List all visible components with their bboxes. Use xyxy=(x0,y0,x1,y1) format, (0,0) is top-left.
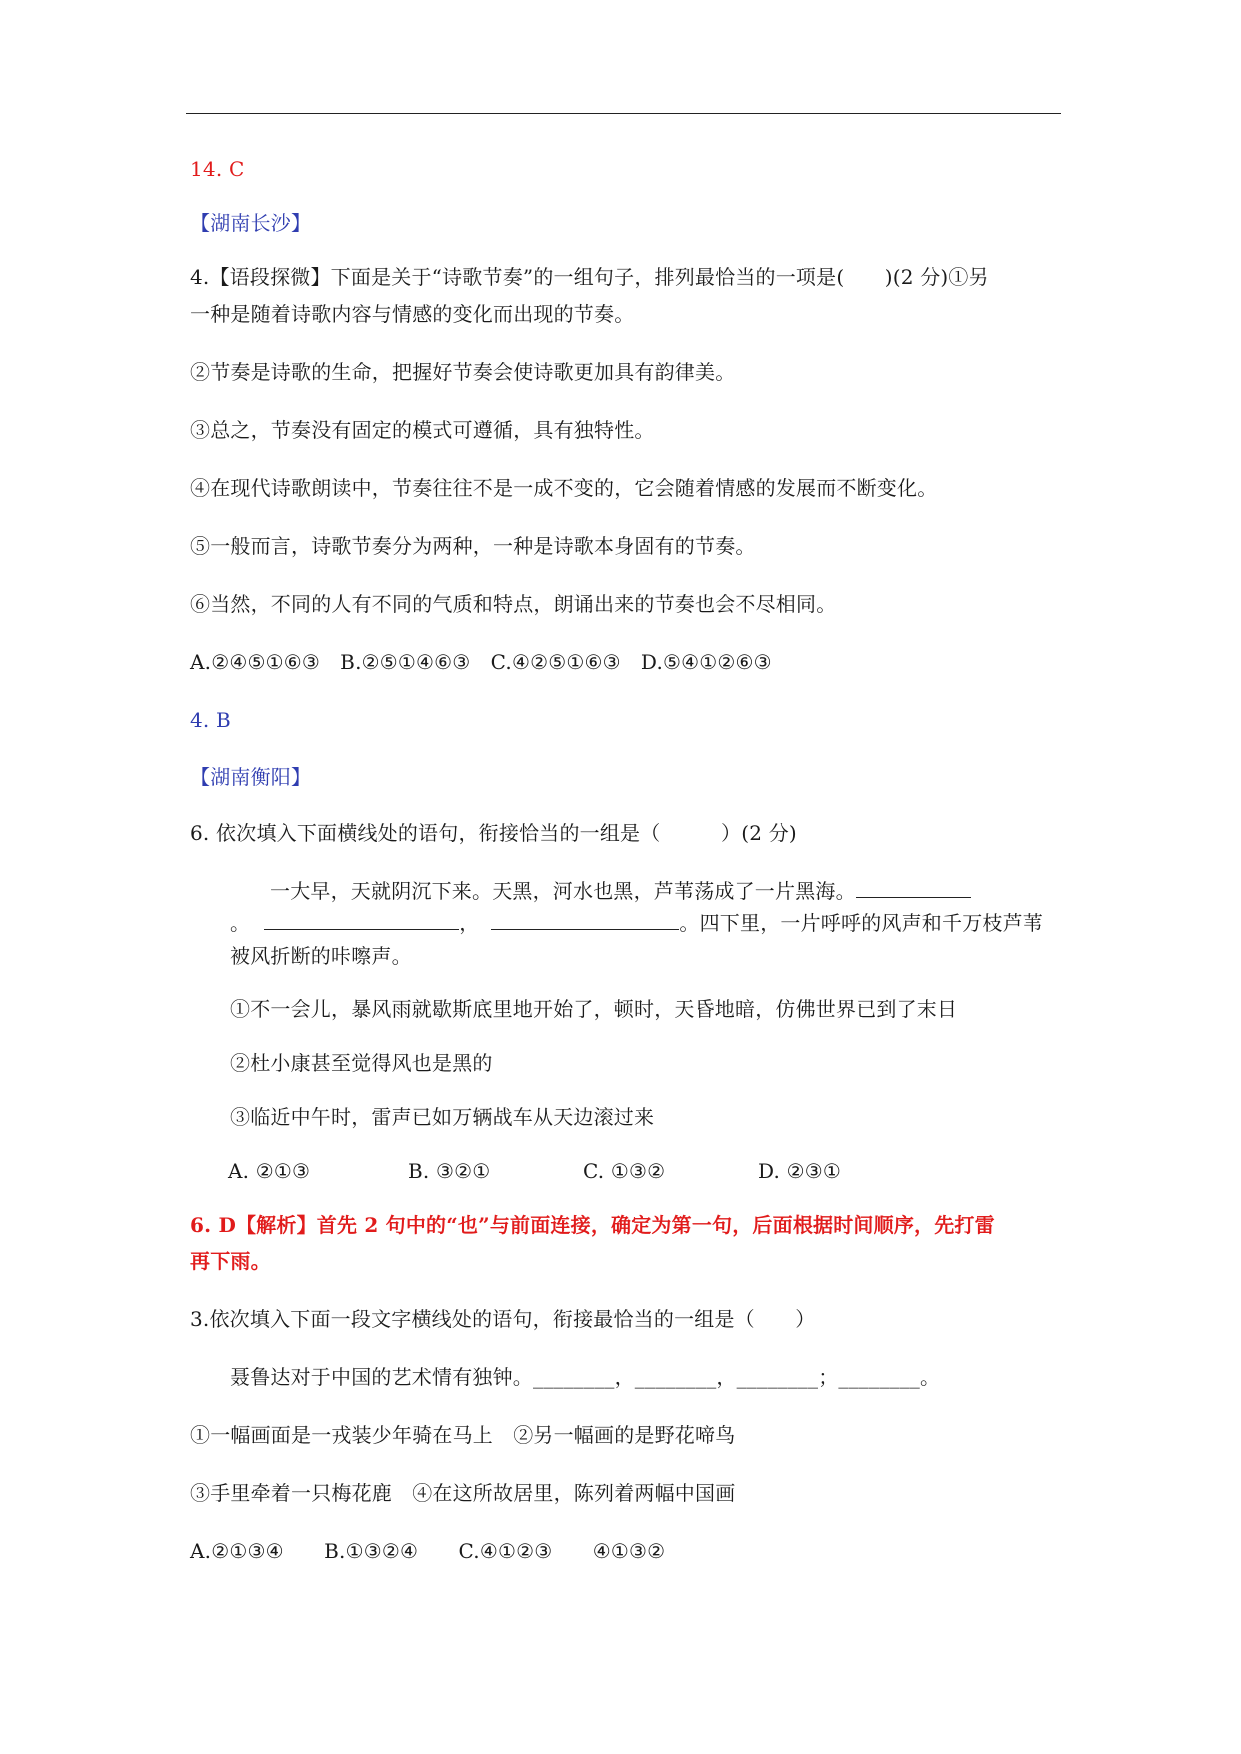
q6-passage-line1 xyxy=(270,873,971,909)
q3-passage: 聂鲁达对于中国的艺术情有独钟。________，________，________；________。 xyxy=(230,1365,941,1389)
q6-option-d: D. ②③① xyxy=(758,1159,842,1183)
q4-sentence-2: ②节奏是诗歌的生命，把握好节奏会使诗歌更加具有韵律美。 xyxy=(190,360,736,384)
q6-option-b: B. ③②① xyxy=(408,1159,491,1183)
q6-item-3: ③临近中午时，雷声已如万辆战车从天边滚过来 xyxy=(230,1105,655,1129)
q6-passage-text1: 一大早，天就阴沉下来。天黑，河水也黑，芦苇荡成了一片黑海。 xyxy=(270,879,856,903)
fill-blank-2 xyxy=(264,907,459,930)
q6-item-2: ②杜小康甚至觉得风也是黑的 xyxy=(230,1051,493,1075)
fill-blank-1 xyxy=(856,875,971,898)
q3-items-line1: ①一幅画面是一戎装少年骑在马上 ②另一幅画的是野花啼鸟 xyxy=(190,1423,736,1447)
q6-stem: 6. 依次填入下面横线处的语句，衔接恰当的一组是（ ）(2 分) xyxy=(190,821,797,845)
q6-passage-line3: 被风折断的咔嚓声。 xyxy=(230,944,412,968)
region-heading-hengyang: 【湖南衡阳】 xyxy=(190,765,312,789)
q4-sentence-5: ⑤一般而言，诗歌节奏分为两种，一种是诗歌本身固有的节奏。 xyxy=(190,534,756,558)
q4-stem-line2: 一种是随着诗歌内容与情感的变化而出现的节奏。 xyxy=(190,302,635,326)
q4-sentence-4: ④在现代诗歌朗读中，节奏往往不是一成不变的，它会随着情感的发展而不断变化。 xyxy=(190,476,938,500)
header-rule xyxy=(186,113,1061,114)
fill-blank-3 xyxy=(491,907,679,930)
q4-sentence-3: ③总之，节奏没有固定的模式可遵循，具有独特性。 xyxy=(190,418,655,442)
q6-passage-text2b: ， xyxy=(459,911,480,935)
answer-14: 14. C xyxy=(190,157,245,181)
q6-option-a: A. ②①③ xyxy=(228,1159,311,1183)
answer-4: 4. B xyxy=(190,708,231,732)
q3-items-line2: ③手里牵着一只梅花鹿 ④在这所故居里，陈列着两幅中国画 xyxy=(190,1481,736,1505)
q6-passage-text2c: 。四下里，一片呼呼的风声和千万枝芦苇 xyxy=(679,911,1044,935)
q6-passage-line2 xyxy=(230,905,1043,941)
q6-item-1: ①不一会儿，暴风雨就歇斯底里地开始了，顿时，天昏地暗，仿佛世界已到了末日 xyxy=(230,997,958,1021)
region-heading-changsha: 【湖南长沙】 xyxy=(190,211,312,235)
q4-stem-line1: 4.【语段探微】下面是关于“诗歌节奏”的一组句子，排列最恰当的一项是( )(2 分)①另 xyxy=(190,265,989,289)
answer-6-analysis-line2: 再下雨。 xyxy=(190,1249,271,1273)
q3-stem: 3.依次填入下面一段文字横线处的语句，衔接最恰当的一组是（ ） xyxy=(190,1307,816,1331)
q4-sentence-6: ⑥当然，不同的人有不同的气质和特点，朗诵出来的节奏也会不尽相同。 xyxy=(190,592,837,616)
q4-options: A.②④⑤①⑥③ B.②⑤①④⑥③ C.④②⑤①⑥③ D.⑤④①②⑥③ xyxy=(190,650,772,674)
q6-passage-text2a: 。 xyxy=(230,911,251,935)
q3-options: A.②①③④ B.①③②④ C.④①②③ ④①③② xyxy=(190,1539,666,1563)
q6-option-c: C. ①③② xyxy=(583,1159,666,1183)
answer-6-analysis-line1: 6. D【解析】首先 2 句中的“也”与前面连接，确定为第一句，后面根据时间顺序，先打雷 xyxy=(190,1213,995,1237)
